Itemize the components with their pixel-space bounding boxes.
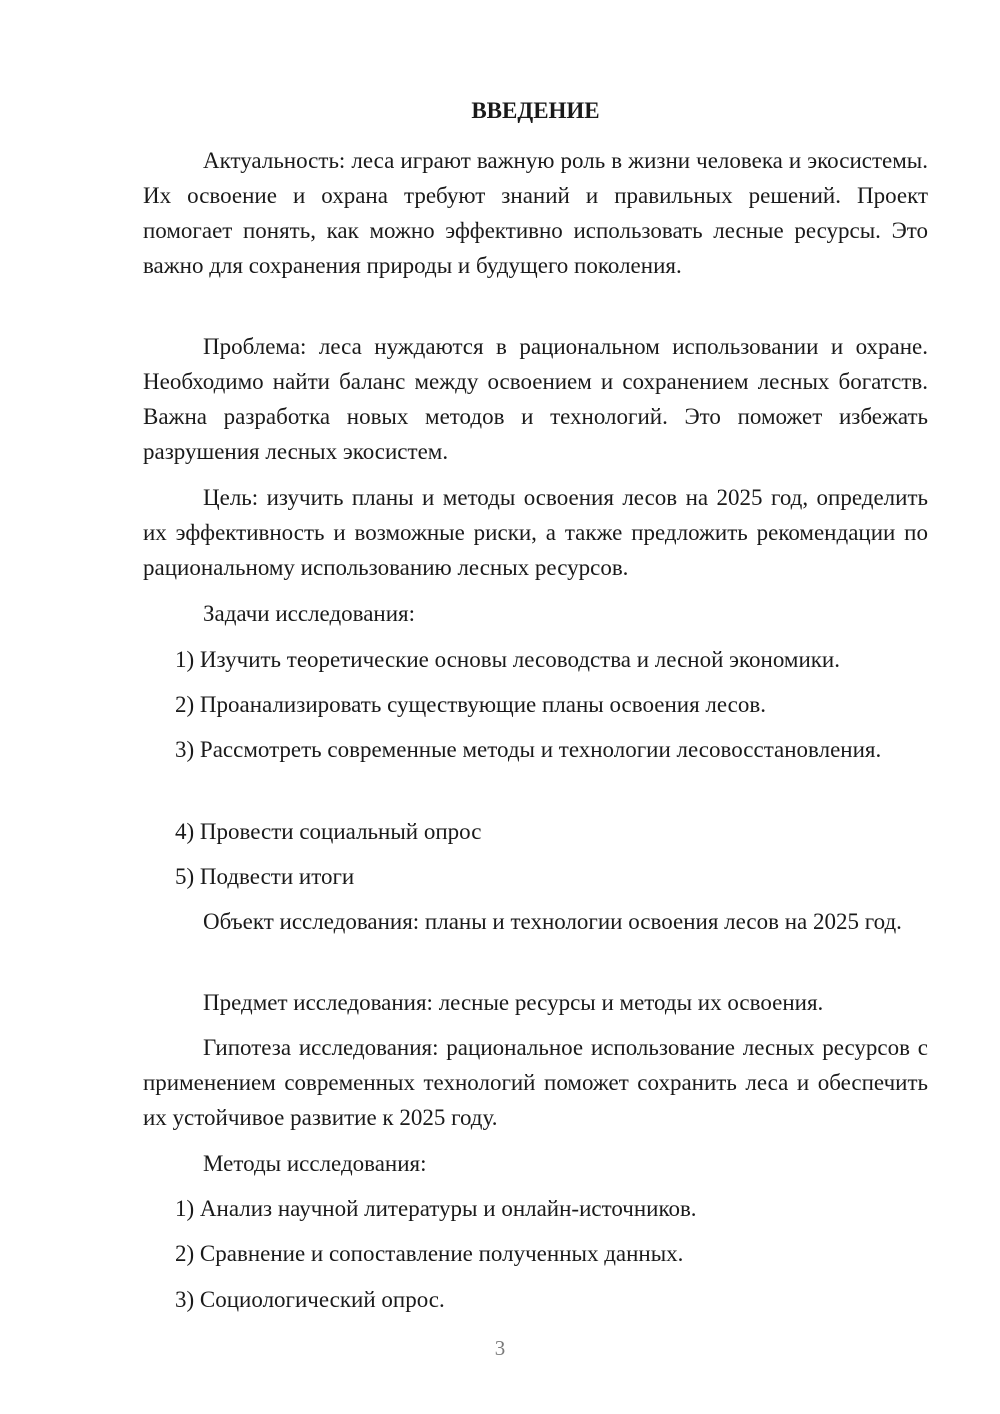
paragraph-relevance: Актуальность: леса играют важную роль в жизни человека и экосистемы. Их освоение и охрана требуют знаний и правильных решений. Проект помогает понять, как можно эффективно использовать лесные ресурсы. Это важно для сохранения природы и будущего поколения.	[143, 148, 928, 278]
method-item-3: 3) Социологический опрос.	[175, 1287, 445, 1312]
tasks-heading: Задачи исследования:	[203, 601, 416, 626]
task-item-3: 3) Рассмотреть современные методы и технологии лесовосстановления.	[175, 737, 882, 762]
paragraph-object: Объект исследования: планы и технологии освоения лесов на 2025 год.	[203, 909, 902, 934]
methods-heading: Методы исследования:	[203, 1151, 427, 1176]
task-item-2: 2) Проанализировать существующие планы освоения лесов.	[175, 692, 766, 717]
page-title: ВВЕДЕНИЕ	[471, 98, 600, 123]
method-item-1: 1) Анализ научной литературы и онлайн-источников.	[175, 1196, 697, 1221]
paragraph-problem: Проблема: леса нуждаются в рациональном использовании и охране. Необходимо найти баланс между освоением и сохранением лесных богатств. Важна разработка новых методов и технологий. Это поможет избежать разрушения лесных экосистем.	[143, 334, 928, 464]
method-item-2: 2) Сравнение и сопоставление полученных данных.	[175, 1241, 684, 1266]
task-item-4: 4) Провести социальный опрос	[175, 819, 482, 844]
page-number: 3	[494, 1336, 506, 1360]
task-item-1: 1) Изучить теоретические основы лесоводства и лесной экономики.	[175, 647, 840, 672]
paragraph-subject: Предмет исследования: лесные ресурсы и методы их освоения.	[203, 990, 824, 1015]
paragraph-hypothesis: Гипотеза исследования: рациональное использование лесных ресурсов с применением современных технологий поможет сохранить леса и обеспечить их устойчивое развитие к 2025 году.	[143, 1035, 928, 1130]
task-item-5: 5) Подвести итоги	[175, 864, 355, 889]
paragraph-goal: Цель: изучить планы и методы освоения лесов на 2025 год, определить их эффективность и возможные риски, а также предложить рекомендации по рациональному использованию лесных ресурсов.	[143, 485, 928, 580]
